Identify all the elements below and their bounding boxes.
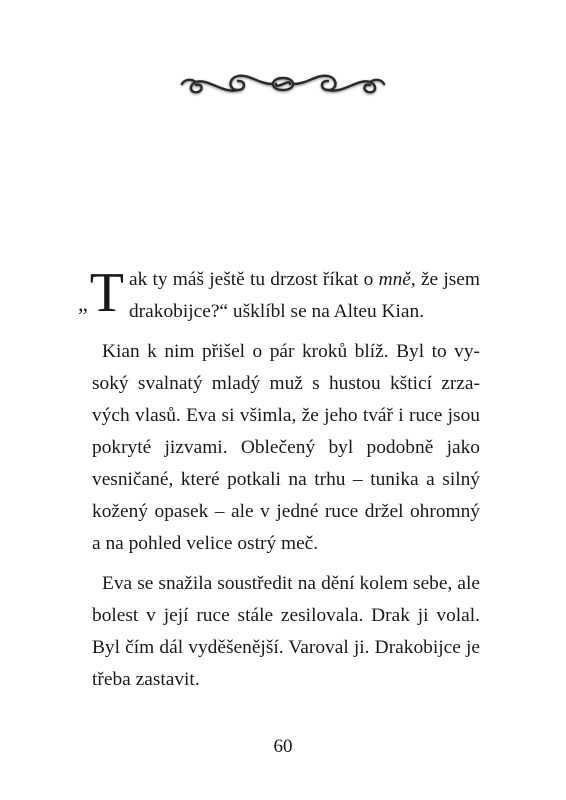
paragraph-1 <box>78 262 480 328</box>
drop-cap-letter: T <box>89 262 124 324</box>
flourish-ornament-icon <box>178 64 388 104</box>
emphasized-word: mně <box>378 269 411 290</box>
paragraph-1-text-start: ak ty máš ještě tu drzost říkat o <box>128 269 379 290</box>
paragraph-3: Eva se snažila soustředit na dění kolem sebe, ale bolest v její ruce stále zesilovala. Drak ji volal. Byl čím dál vyděšenější. Varoval ji. Drakobijce je třeba zastavit. <box>92 573 480 690</box>
paragraph-2: Kian k nim přišel o pár kroků blíž. Byl to vysoký svalnatý mladý muž s hustou kšticí zrzavých vlasů. Eva si všimla, že jeho tvář i ruce jsou pokryté jizvami. Oblečený byl podobně jako vesničané, které potkali na trhu – tunika a silný kožený opasek – ale v jedné ruce držel ohromný a na pohled velice ostrý meč. <box>92 341 480 554</box>
drop-cap <box>78 262 124 329</box>
body-text <box>78 262 480 696</box>
paragraph-1-text-end: , že jsem drakobijce?“ ušklíbl se na Alteu Kian. <box>128 269 480 322</box>
page-number: 60 <box>273 736 293 757</box>
drop-cap-quote: „ <box>78 291 88 316</box>
